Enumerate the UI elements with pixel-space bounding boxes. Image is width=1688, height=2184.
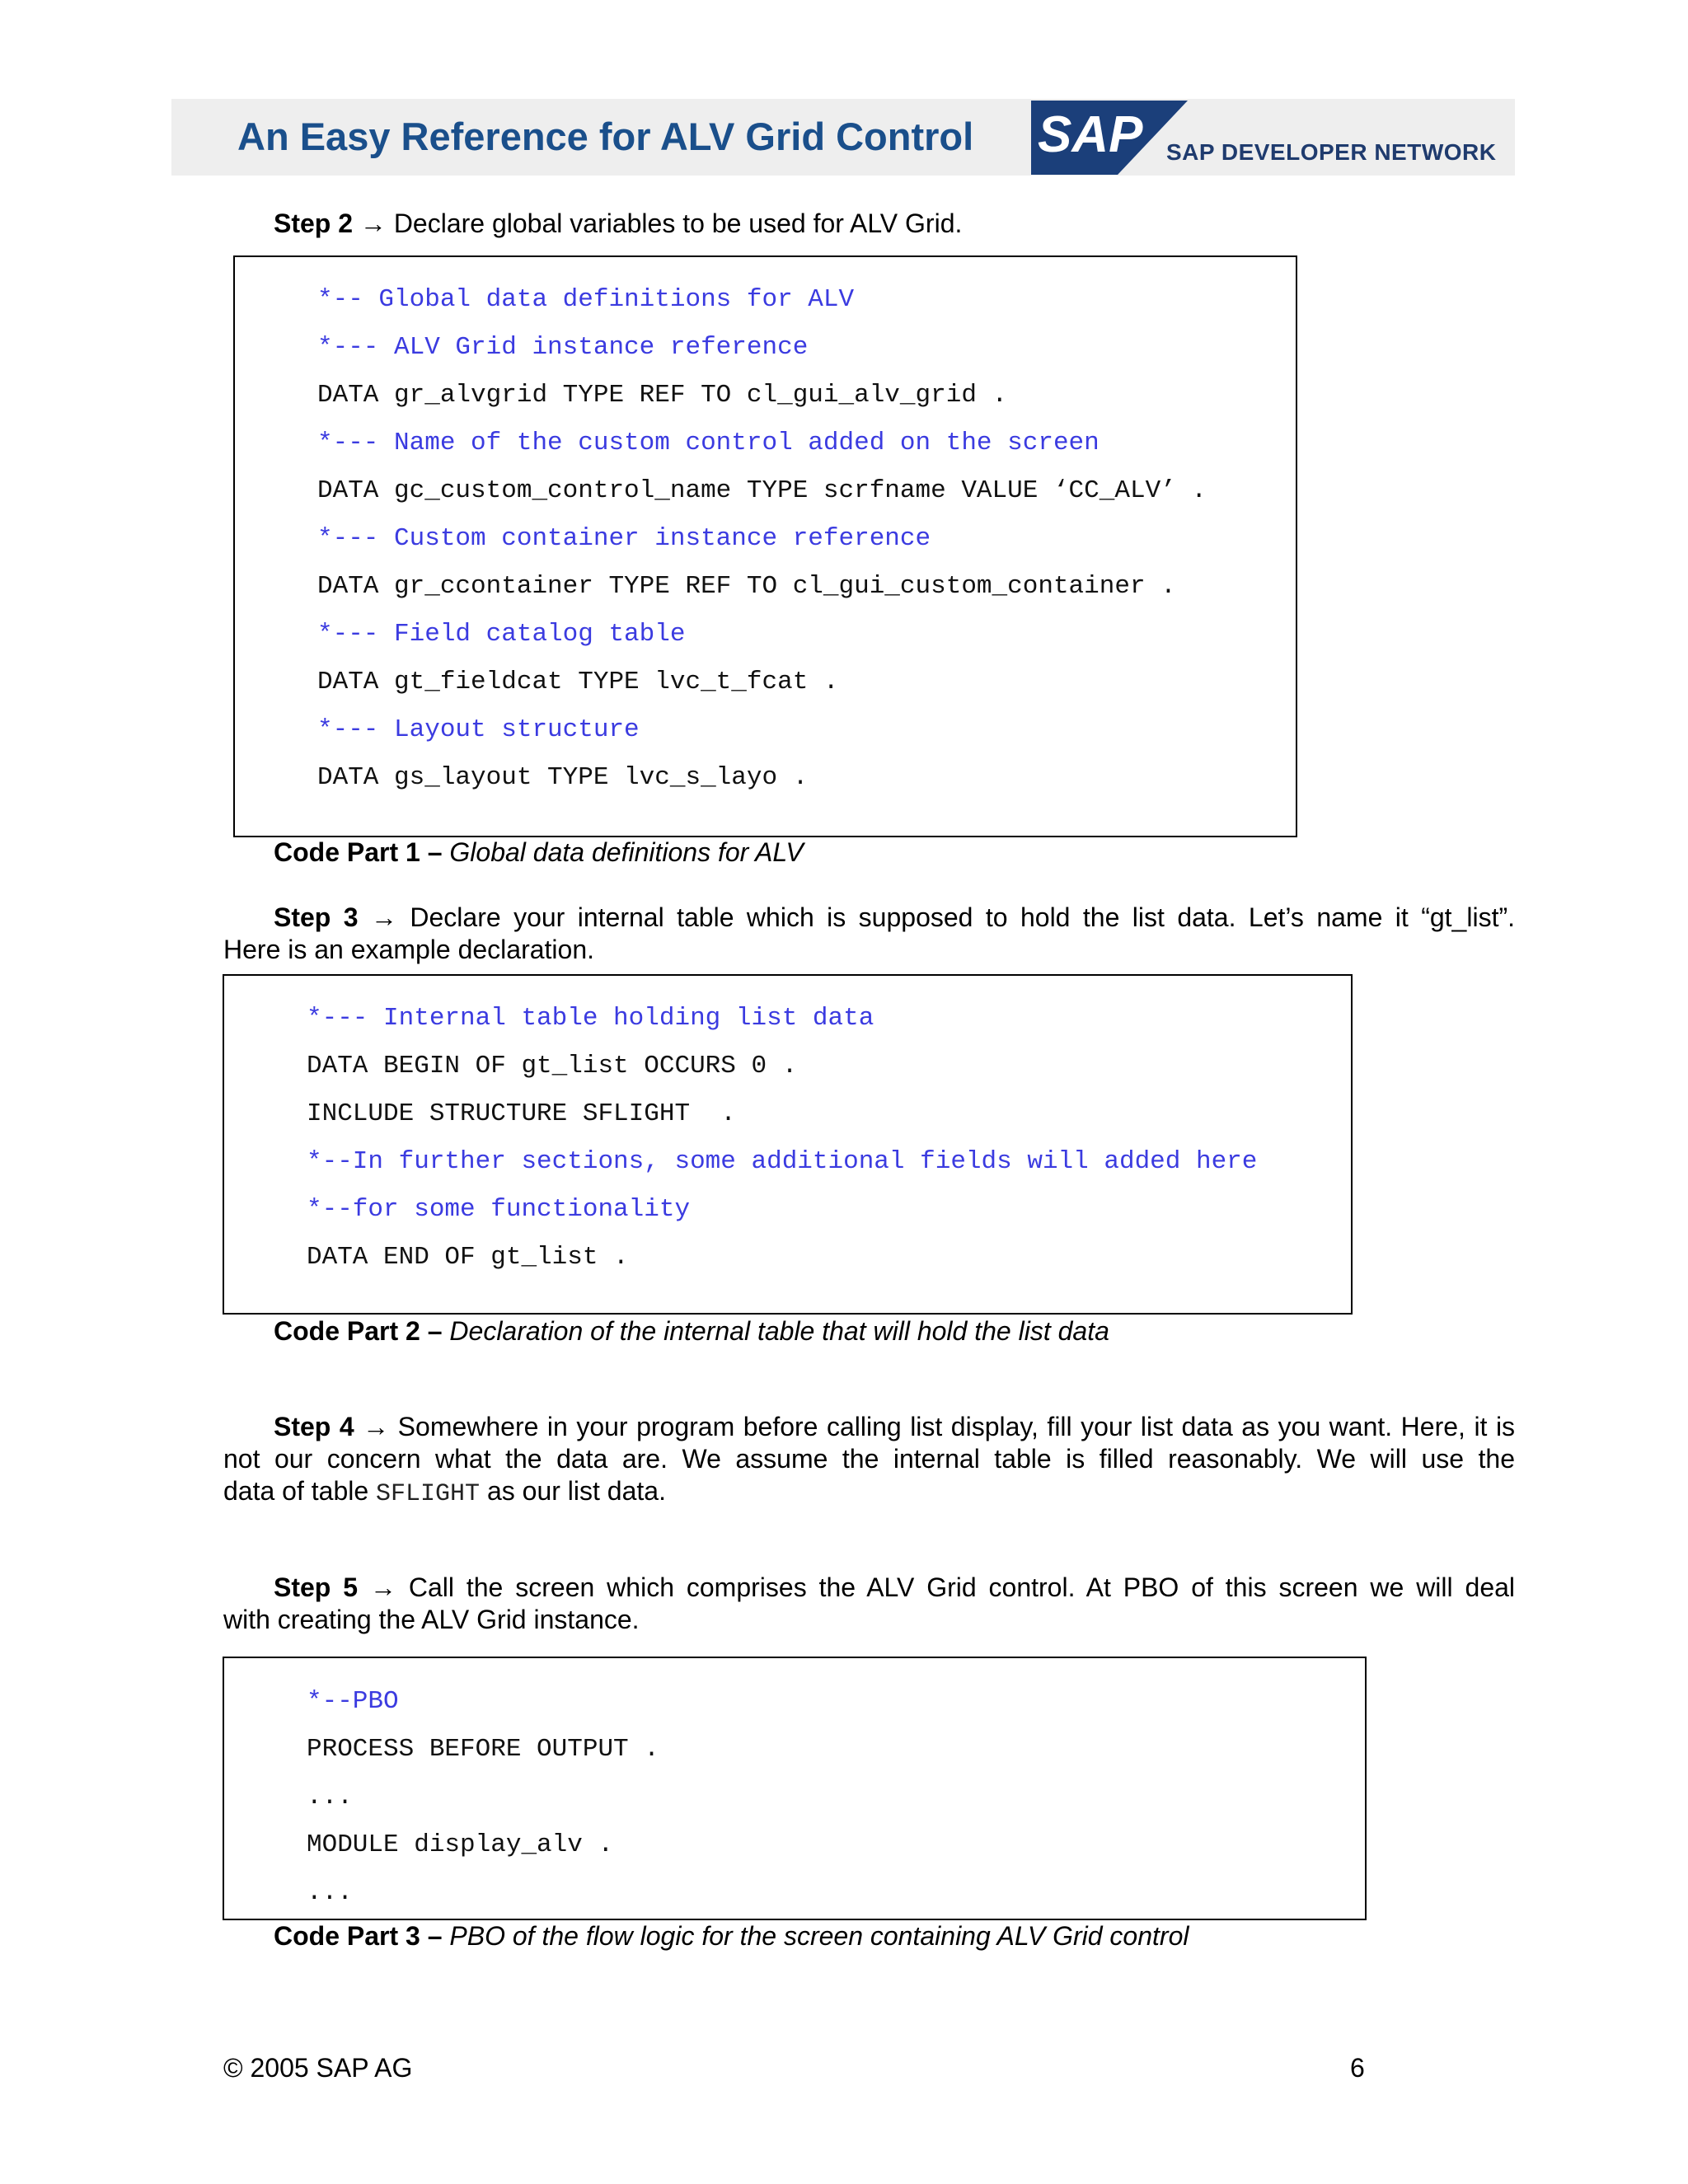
step-4-text-line-2: it is not our concern what the data are. We assume the internal table is filled reasonably. We will use the <box>223 1412 1516 1474</box>
code-line: DATA gr_alvgrid TYPE REF TO cl_gui_alv_grid . <box>317 381 1008 410</box>
code-line: *--PBO <box>307 1687 399 1716</box>
caption-description: Global data definitions for ALV <box>449 837 804 867</box>
code-line: *--- Name of the custom control added on the screen <box>317 429 1100 457</box>
code-line: *--- Layout structure <box>317 715 640 744</box>
inline-code: SFLIGHT <box>376 1480 481 1508</box>
code-line: DATA gt_fieldcat TYPE lvc_t_fcat . <box>317 668 839 696</box>
code-line: PROCESS BEFORE OUTPUT . <box>307 1735 659 1764</box>
code-block-3 <box>223 1657 1367 1920</box>
code-caption-3 <box>274 1921 1189 1952</box>
code-line: *--- Custom container instance reference <box>317 524 931 553</box>
arrow-icon: → <box>363 1412 390 1441</box>
document-title: An Easy Reference for ALV Grid Control <box>237 115 974 158</box>
code-line: *--- Internal table holding list data <box>307 1004 874 1033</box>
step-2-text: Declare global variables to be used for ALV Grid. <box>386 209 963 238</box>
code-line: DATA gs_layout TYPE lvc_s_layo . <box>317 763 809 792</box>
code-block-1 <box>233 255 1297 837</box>
code-line: *--In further sections, some additional fields will added here <box>307 1147 1258 1176</box>
arrow-icon: → <box>359 209 387 238</box>
step-4-text-line-3 <box>223 1475 1515 1511</box>
step-4-label: Step 4 <box>274 1412 354 1441</box>
code-line: DATA gc_custom_control_name TYPE scrfname VALUE ‘CC_ALV’ . <box>317 476 1207 505</box>
step-5-text-line-2: with creating the ALV Grid instance. <box>223 1605 640 1634</box>
code-block-2 <box>223 974 1353 1315</box>
code-line: ... <box>307 1878 353 1907</box>
arrow-icon: → <box>369 1572 396 1602</box>
code-line: *-- Global data definitions for ALV <box>317 285 855 314</box>
code-line: DATA gr_ccontainer TYPE REF TO cl_gui_custom_container . <box>317 572 1176 601</box>
footer-copyright: © 2005 SAP AG <box>223 2053 413 2083</box>
caption-label: Code Part 1 – <box>274 837 450 867</box>
code-line: ... <box>307 1783 353 1811</box>
code-line: INCLUDE STRUCTURE SFLIGHT . <box>307 1099 736 1128</box>
step-5-text-line-1: Call the screen which comprises the ALV Grid control. At PBO of this screen we will deal <box>396 1572 1516 1602</box>
step-2-label: Step 2 <box>274 209 354 238</box>
code-line: *--for some functionality <box>307 1195 691 1224</box>
step-4-paragraph <box>223 1411 1515 1511</box>
step-3-text-line-1: Declare your internal table which is supposed to hold the list data. Let’s name it “gt_list”. <box>396 902 1516 932</box>
code-line: *--- ALV Grid instance reference <box>317 333 809 362</box>
code-line: DATA END OF gt_list . <box>307 1243 629 1272</box>
footer-page-number: 6 <box>1350 2053 1365 2083</box>
step-4-text-line-1: Somewhere in your program before calling list display, fill your list data as you want. Here, <box>389 1412 1465 1441</box>
step-4-text-line-3-pre: data of table <box>223 1476 377 1506</box>
step-3-paragraph <box>223 902 1515 966</box>
caption-description: Declaration of the internal table that will hold the list data <box>449 1316 1109 1346</box>
developer-network-label: SAP DEVELOPER NETWORK <box>1166 139 1497 165</box>
sap-logo-text: SAP <box>1038 106 1143 163</box>
caption-label: Code Part 3 – <box>274 1921 450 1951</box>
caption-description: PBO of the flow logic for the screen containing ALV Grid control <box>449 1921 1189 1951</box>
step-5-paragraph <box>223 1572 1515 1636</box>
sap-logo <box>1031 101 1188 175</box>
step-3-text-line-2: Here is an example declaration. <box>223 935 595 964</box>
code-caption-2 <box>274 1316 1109 1347</box>
code-caption-1 <box>274 837 804 868</box>
code-line: DATA BEGIN OF gt_list OCCURS 0 . <box>307 1052 798 1080</box>
step-4-text-line-3-post: as our list data. <box>480 1476 666 1506</box>
step-5-label: Step 5 <box>274 1572 359 1602</box>
code-line: MODULE display_alv . <box>307 1830 614 1859</box>
caption-label: Code Part 2 – <box>274 1316 450 1346</box>
header-band <box>171 99 1515 176</box>
step-3-label: Step 3 <box>274 902 359 932</box>
arrow-icon: → <box>370 902 397 932</box>
step-2-paragraph <box>274 208 962 240</box>
code-line: *--- Field catalog table <box>317 620 686 649</box>
